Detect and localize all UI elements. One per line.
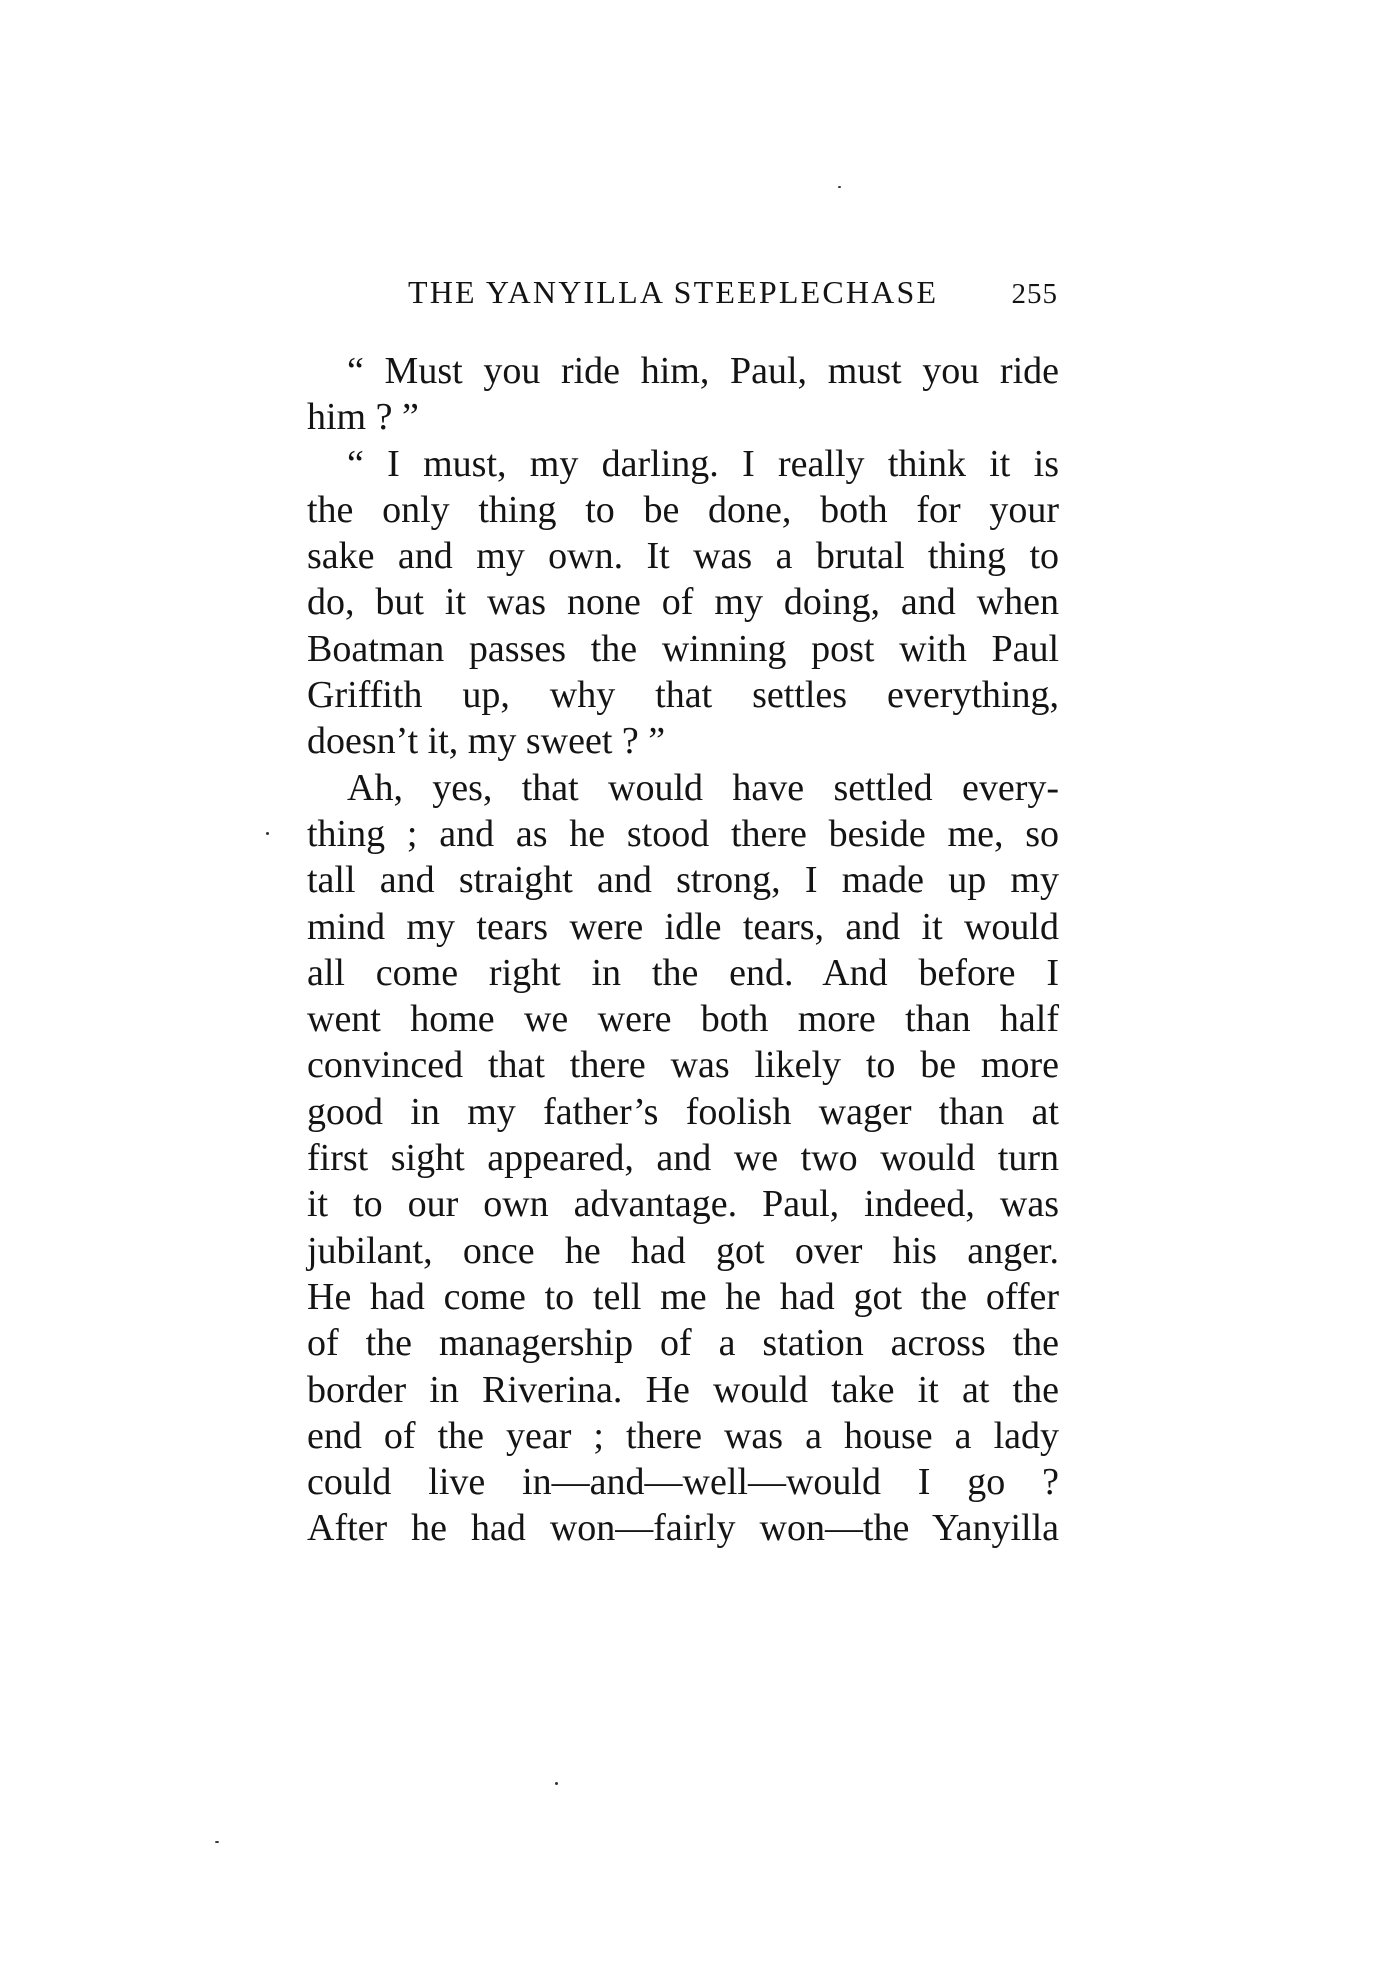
text-line: “ Must you ride him, Paul, must you ride [347,350,1059,392]
text-line: it to our own advantage. Paul, indeed, was [307,1183,1059,1226]
page-header [408,268,1058,318]
text-line: He had come to tell me he had got the offer [307,1275,1059,1318]
page-number: 255 [1011,278,1058,310]
text-line: thing ; and as he stood there beside me, so [307,812,1059,855]
body-text [307,348,1059,1552]
text-line: sake and my own. It was a brutal thing to [307,535,1059,578]
text-line: border in Riverina. He would take it at the [307,1368,1059,1411]
text-line: all come right in the end. And before I [307,951,1059,994]
ink-speck [838,186,841,188]
text-line: good in my father’s foolish wager than at [307,1090,1059,1133]
text-line: went home we were both more than half [307,998,1059,1041]
text-line: end of the year ; there was a house a lady [307,1414,1059,1457]
ink-speck [215,1841,219,1843]
text-line: the only thing to be done, both for your [307,488,1059,531]
text-line: do, but it was none of my doing, and when [307,581,1059,624]
text-line: “ I must, my darling. I really think it is [347,442,1059,485]
text-line: doesn’t it, my sweet ? ” [307,720,666,763]
text-line: him ? ” [307,396,419,439]
ink-speck [555,1782,558,1785]
text-line: jubilant, once he had got over his anger. [307,1229,1059,1272]
text-line: Boatman passes the winning post with Paul [307,627,1059,670]
text-line: Ah, yes, that would have settled every- [347,766,1059,809]
text-line: Griffith up, why that settles everything, [307,674,1059,717]
ink-speck [266,832,269,835]
text-line: convinced that there was likely to be more [307,1044,1059,1087]
text-line: mind my tears were idle tears, and it would [307,905,1059,948]
text-line: could live in—and—well—would I go ? [307,1461,1059,1504]
text-line: of the managership of a station across the [307,1322,1059,1365]
text-line: After he had won—fairly won—the Yanyilla [307,1507,1059,1550]
running-title: THE YANYILLA STEEPLECHASE [408,274,939,310]
text-line: first sight appeared, and we two would turn [307,1137,1059,1180]
text-line: tall and straight and strong, I made up my [307,859,1059,902]
